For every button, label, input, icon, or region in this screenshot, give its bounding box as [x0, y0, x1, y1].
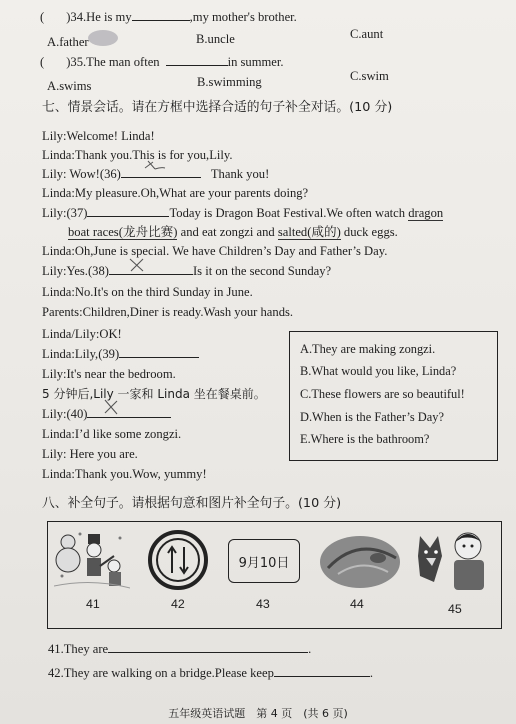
picture-number: 43 — [256, 597, 270, 611]
choice-box — [289, 331, 498, 461]
q34-stem-a: He is my — [86, 10, 132, 24]
calendar-date: 9月10日 — [238, 556, 290, 571]
section-7-heading: 七、情景会话。请在方框中选择合适的句子补全对话。(10 分) — [42, 100, 393, 115]
section-8-heading: 八、补全句子。请根据句意和图片补全句子。(10 分) — [42, 496, 342, 511]
q34-option-a[interactable]: A.father — [47, 35, 89, 49]
sentence-42: 42.They are walking on a bridge.Please keep . — [48, 666, 374, 680]
choice-e[interactable]: E.Where is the bathroom? — [300, 432, 430, 446]
page-footer: 五年级英语试题 第 4 页 (共 6 页) — [168, 707, 348, 720]
q34-answer-blank[interactable] — [132, 9, 190, 21]
q35-answer-blank[interactable] — [166, 54, 228, 66]
picture-number: 41 — [86, 597, 100, 611]
dialogue-line-38: Lily:Yes.(38) Is it on the second Sunday? — [42, 263, 331, 279]
dialogue-line: Lily:Welcome! Linda! — [42, 129, 155, 143]
dialogue-line: Lily: Here you are. — [42, 447, 138, 461]
q34-stem-b: ,my mother's brother. — [189, 10, 297, 24]
picture-number: 42 — [171, 597, 185, 611]
dialogue-line-37: Lily:(37) Today is Dragon Boat Festival.We often watch dragon — [42, 206, 444, 220]
dialogue-line: Linda:No.It's on the third Sunday in June. — [42, 285, 253, 299]
q34-option-c[interactable]: C.aunt — [350, 27, 384, 41]
question-34: ( )34.He is my ,my mother's brother. — [40, 10, 297, 24]
answer-blank-36[interactable] — [121, 166, 201, 178]
picture-number: 45 — [448, 602, 462, 616]
pencil-cross-icon — [127, 257, 149, 273]
pencil-mark-icon — [143, 160, 167, 172]
q34-option-b[interactable]: B.uncle — [196, 32, 235, 46]
keep-right-sign-picture — [147, 529, 209, 591]
dialogue-line: Linda:I’d like some zongzi. — [42, 427, 182, 441]
answer-blank-39[interactable] — [119, 346, 199, 358]
question-35: ( )35.The man often in summer. — [40, 55, 284, 69]
dialogue-line-36: Lily: Wow!(36) Thank you! — [42, 166, 269, 182]
dog-and-boy-picture — [414, 526, 498, 596]
ink-smudge — [88, 30, 118, 46]
choice-d[interactable]: D.When is the Father’s Day? — [300, 410, 444, 424]
dialogue-line: Linda:Thank you.Wow, yummy! — [42, 467, 207, 481]
answer-blank-42[interactable] — [274, 665, 370, 677]
dialogue-line-40: Lily:(40) — [42, 406, 171, 422]
q35-stem-a: The man often — [86, 55, 160, 69]
answer-blank-40[interactable] — [87, 406, 171, 418]
picture-strip — [47, 521, 502, 629]
dialogue-line: Linda:My pleasure.Oh,What are your parents doing? — [42, 186, 309, 200]
calendar-picture — [228, 539, 300, 583]
picture-number: 44 — [350, 597, 364, 611]
dialogue-line-chinese: 5 分钟后,Lily 一家和 Linda 坐在餐桌前。 — [42, 387, 266, 401]
answer-blank-37[interactable] — [87, 205, 169, 217]
choice-c[interactable]: C.These flowers are so beautiful! — [300, 387, 465, 401]
choice-b[interactable]: B.What would you like, Linda? — [300, 364, 457, 378]
sentence-41: 41.They are . — [48, 642, 312, 656]
dialogue-line-continued: boat races(龙舟比赛) and eat zongzi and salted(咸的) duck eggs. — [68, 225, 398, 239]
choice-a[interactable]: A.They are making zongzi. — [300, 342, 436, 356]
animal-picture — [318, 528, 404, 590]
dialogue-line: Linda:Oh,June is special. We have Children’s Day and Father’s Day. — [42, 244, 388, 258]
snowman-children-picture — [54, 526, 130, 592]
dialogue-line: Parents:Children,Diner is ready.Wash your hands. — [42, 305, 294, 319]
q35-option-b[interactable]: B.swimming — [197, 75, 262, 89]
q35-option-c[interactable]: C.swim — [350, 69, 389, 83]
q35-option-a[interactable]: A.swims — [47, 79, 92, 93]
dialogue-line: Lily:It's near the bedroom. — [42, 367, 176, 381]
dialogue-line: Linda:Thank you.This is for you,Lily. — [42, 148, 233, 162]
q35-stem-b: in summer. — [227, 55, 284, 69]
pencil-cross-icon — [101, 398, 123, 416]
dialogue-line: Linda/Lily:OK! — [42, 327, 122, 341]
dialogue-line-39: Linda:Lily,(39) — [42, 346, 199, 362]
answer-blank-41[interactable] — [108, 641, 308, 653]
answer-blank-38[interactable] — [109, 263, 193, 275]
